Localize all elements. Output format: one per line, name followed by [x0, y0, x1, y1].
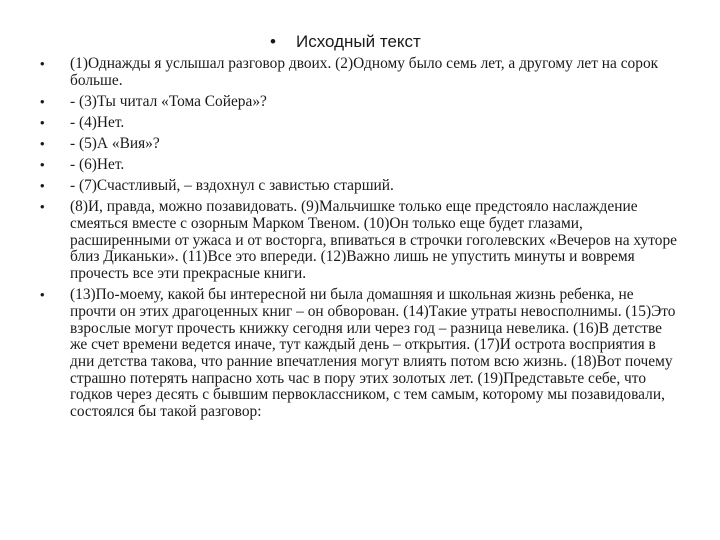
list-item-text: (8)И, правда, можно позавидовать. (9)Мальчишке только еще предстояло наслаждение смеяться вместе с озорным Марком Твеном. (10)Он только еще будет глазами, расширенными от ужаса и от восторга, впиваться в строчки гоголевских «Вечеров на хуторе близ Диканьки». (11)Все это впереди. (12)Важно лишь не упустить минуты и вовремя прочесть все эти прекрасные книги.: [70, 198, 677, 283]
list-item-text: - (7)Счастливый, – вздохнул с завистью старший.: [70, 177, 394, 195]
bullet: •: [40, 135, 45, 151]
list-item-text: - (5)А «Вия»?: [70, 134, 160, 152]
list-item: [40, 157, 680, 174]
bullet: •: [40, 287, 45, 303]
bullet: •: [40, 157, 45, 173]
list-item: [40, 136, 680, 153]
list-item: [40, 94, 680, 111]
page-title: Исходный текст: [296, 32, 421, 51]
list-item-text: (13)По-моему, какой бы интересной ни была домашняя и школьная жизнь ребенка, не прочти он этих драгоценных книг – он обворован. (14)Такие утраты невосполнимы. (15)Это взрослые могут прочесть книжку сегодня или через год – разница невелика. (16)В детстве же счет времени ведется иначе, тут каждый день – открытия. (17)И острота восприятия в дни детства такова, что ранние впечатления могут влиять потом всю жизнь. (18)Вот почему страшно потерять напрасно хоть час в пору этих золотых лет. (19)Представьте себе, что годков через десять с бывшим первоклассником, с тем самым, которому мы позавидовали, состоялся бы такой разговор:: [70, 286, 676, 421]
bullet: •: [40, 199, 45, 215]
list-item-text: - (3)Ты читал «Тома Сойера»?: [70, 92, 267, 110]
list-item: [40, 115, 680, 132]
text-list: [40, 56, 680, 425]
list-item: [40, 178, 680, 195]
page-title-line: [270, 32, 421, 52]
list-item: [40, 287, 680, 421]
list-item-text: - (6)Нет.: [70, 156, 125, 174]
title-bullet: •: [270, 32, 276, 51]
list-item-text: (1)Однажды я услышал разговор двоих. (2)Одному было семь лет, а другому лет на сорок больше.: [70, 55, 659, 89]
list-item-text: - (4)Нет.: [70, 113, 125, 131]
bullet: •: [40, 93, 45, 109]
list-item: [40, 199, 680, 283]
bullet: •: [40, 178, 45, 194]
bullet: •: [40, 114, 45, 130]
bullet: •: [40, 56, 45, 71]
list-item: [40, 56, 680, 89]
